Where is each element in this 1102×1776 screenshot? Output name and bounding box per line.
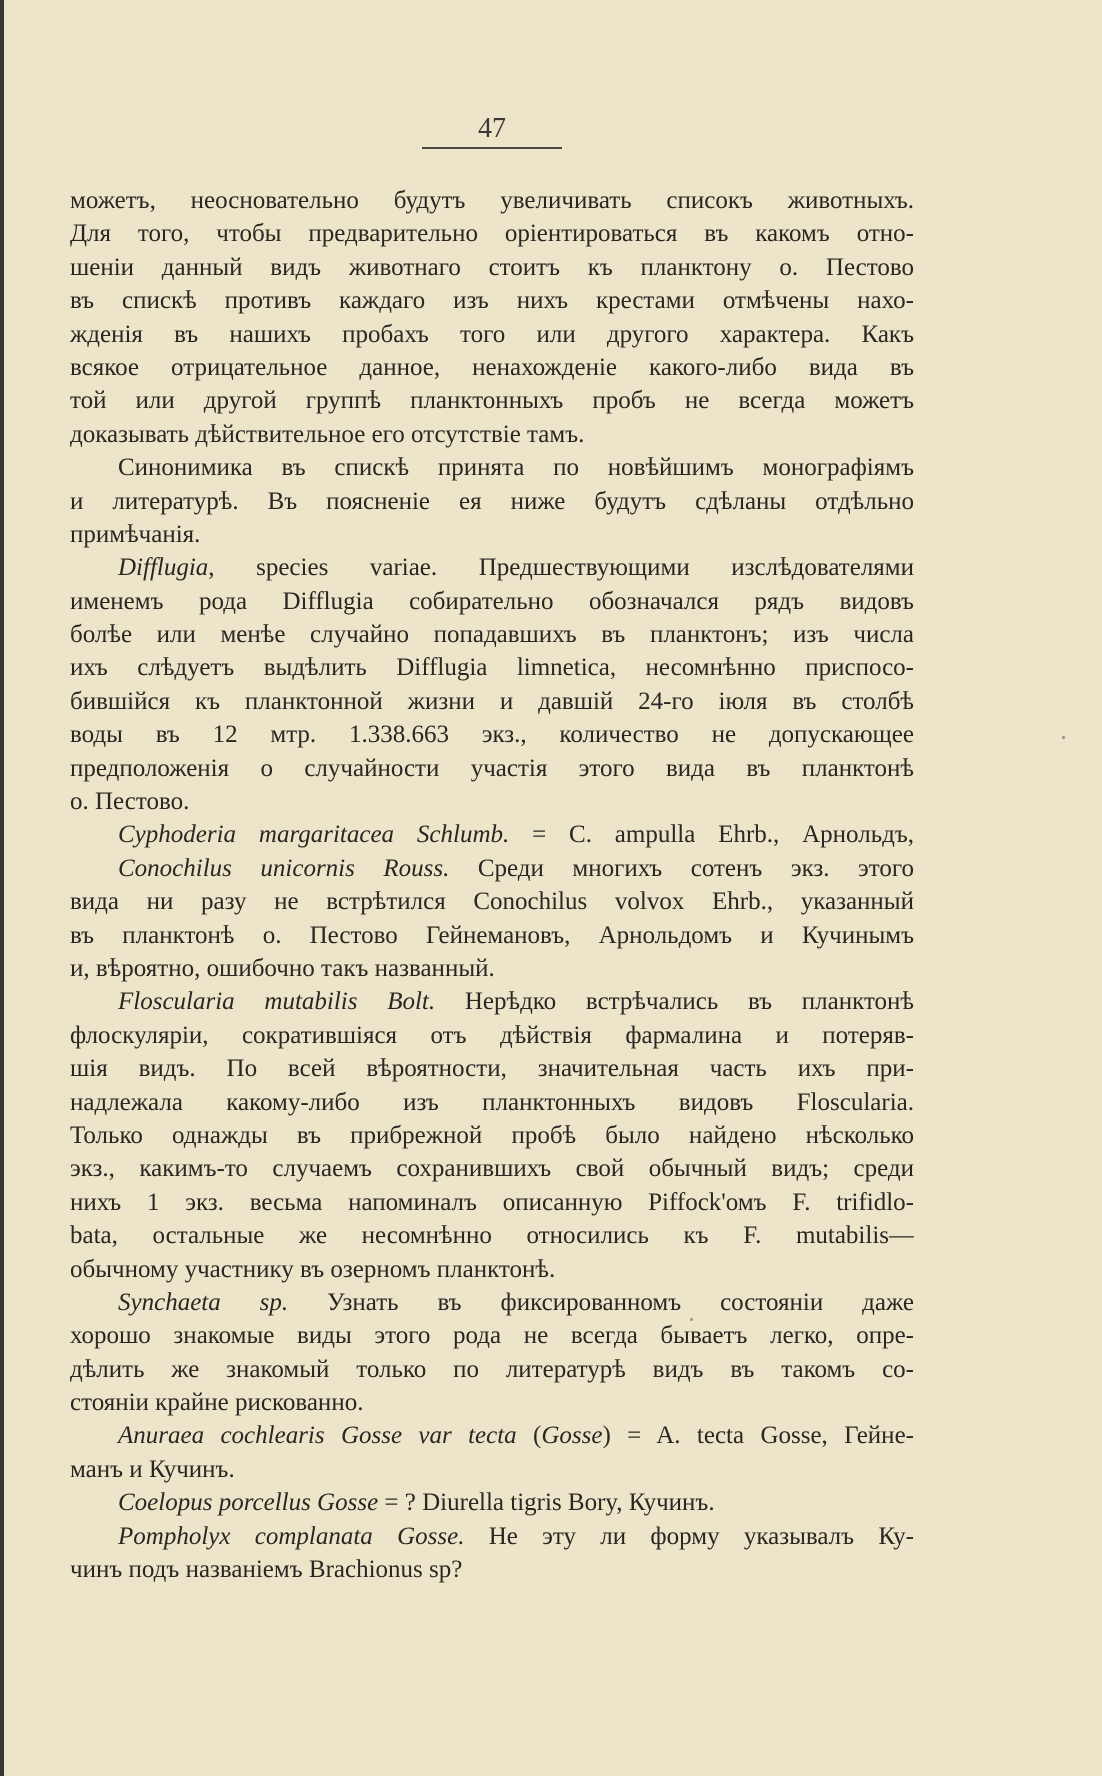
- text-run: надлежала какому-либо изъ планктонныхъ видовъ Floscularia.: [70, 1088, 914, 1116]
- text-run: дѣлить же знакомый только по литературѣ видъ въ такомъ со-: [70, 1355, 914, 1383]
- text-line: [70, 1319, 914, 1352]
- taxon-name: Difflugia: [118, 554, 209, 582]
- text-run: всякое отрицательное данное, ненахожденіе какого-либо вида въ: [70, 353, 914, 381]
- taxon-name: Floscularia mutabilis Bolt.: [118, 988, 436, 1016]
- text-line: [70, 251, 914, 284]
- text-line: [70, 1052, 914, 1085]
- text-line: [70, 852, 914, 885]
- text-line: [70, 1520, 914, 1553]
- text-run: можетъ, неосновательно будутъ увеличивать списокъ животныхъ.: [70, 187, 914, 214]
- text-run: шеніи данный видъ животнаго стоитъ къ планктону о. Пестово: [70, 253, 914, 281]
- text-run: той или другой группѣ планктонныхъ пробъ не всегда можетъ: [70, 387, 914, 415]
- text-line: [70, 651, 914, 684]
- text-line: [70, 518, 914, 551]
- text-line: [70, 184, 914, 217]
- text-run: чинъ подъ названіемъ Brachionus sp?: [70, 1556, 463, 1584]
- text-run: манъ и Кучинъ.: [70, 1455, 235, 1483]
- text-run: воды въ 12 мтр. 1.338.663 экз., количество не допускающее: [70, 721, 914, 749]
- paper-speck: [1062, 736, 1065, 739]
- text-run: болѣе или менѣе случайно попадавшихъ въ планктонъ; изъ числа: [70, 621, 914, 649]
- text-run: = C. ampulla Ehrb., Арнольдъ,: [509, 821, 914, 849]
- text-run: въ спискѣ противъ каждаго изъ нихъ крестами отмѣчены нахо-: [70, 287, 914, 315]
- text-run: доказывать дѣйствительное его отсутствіе тамъ.: [70, 420, 585, 448]
- text-run: жденія въ нашихъ пробахъ того или другого характера. Какъ: [70, 320, 914, 348]
- taxon-name: Anuraea cochlearis Gosse var tecta: [118, 1422, 517, 1450]
- text-run: Не эту ли форму указывалъ Ку-: [464, 1522, 914, 1550]
- text-run: Только однажды въ прибрежной пробѣ было найдено нѣсколько: [70, 1121, 914, 1149]
- text-run: , species variae. Предшествующими изслѣдователями: [208, 554, 914, 582]
- text-line: [70, 485, 914, 518]
- text-line: [70, 1353, 914, 1386]
- paper-speck: [690, 1318, 693, 1321]
- text-line: [70, 1553, 914, 1586]
- page-number-rule: [422, 147, 562, 149]
- text-run: предположенія о случайности участія этого вида въ планктонѣ: [70, 754, 914, 782]
- text-run: Нерѣдко встрѣчались въ планктонѣ: [435, 988, 914, 1016]
- page-number: 47: [478, 113, 506, 144]
- text-run: Для того, чтобы предварительно оріентироваться въ какомъ отно-: [70, 220, 914, 248]
- text-line: [70, 1386, 914, 1419]
- text-run: ихъ слѣдуетъ выдѣлить Difflugia limnetica, несомнѣнно приспосо-: [70, 654, 914, 682]
- taxon-name: Conochilus unicornis Rouss.: [118, 854, 450, 882]
- text-line: [70, 1019, 914, 1052]
- text-run: флоскуляріи, сократившіяся отъ дѣйствія фармалина и потеряв-: [70, 1021, 914, 1049]
- taxon-name: Pompholyx complanata Gosse.: [118, 1522, 465, 1550]
- text-line: [70, 384, 914, 417]
- text-run: Узнать въ фиксированномъ состояніи даже: [288, 1288, 914, 1316]
- text-run: и литературѣ. Въ поясненіе ея ниже будутъ сдѣланы отдѣльно: [70, 487, 914, 515]
- text-run: ) = A. tecta Gosse, Гейне-: [602, 1422, 914, 1450]
- taxon-name: Coelopus porcellus Gosse: [118, 1489, 379, 1517]
- text-run: примѣчанія.: [70, 520, 201, 548]
- text-line: [70, 1186, 914, 1219]
- text-line: [70, 1219, 914, 1252]
- text-run: (: [516, 1422, 542, 1450]
- text-line: [70, 718, 914, 751]
- page-edge: [0, 0, 4, 1776]
- text-line: [70, 284, 914, 317]
- text-line: [70, 785, 914, 818]
- text-run: стояніи крайне рискованно.: [70, 1389, 364, 1417]
- text-run: bata, остальные же несомнѣнно относились къ F. mutabilis—: [70, 1222, 914, 1250]
- text-line: [70, 1086, 914, 1119]
- text-line: [70, 1286, 914, 1319]
- text-line: [70, 1119, 914, 1152]
- body-text: [70, 184, 914, 1586]
- text-line: [70, 451, 914, 484]
- text-run: хорошо знакомые виды этого рода не всегда бываетъ легко, опре-: [70, 1322, 914, 1350]
- text-line: [70, 1453, 914, 1486]
- text-run: вида ни разу не встрѣтился Conochilus volvox Ehrb., указанный: [70, 888, 914, 916]
- text-line: [70, 1486, 914, 1519]
- text-line: [70, 685, 914, 718]
- text-run: именемъ рода Difflugia собирательно обозначался рядъ видовъ: [70, 587, 914, 615]
- text-line: [70, 351, 914, 384]
- text-line: [70, 318, 914, 351]
- text-run: бившійся къ планктонной жизни и давшій 24-го іюля въ столбѣ: [70, 687, 914, 715]
- text-run: и, вѣроятно, ошибочно такъ названный.: [70, 954, 495, 982]
- text-line: [70, 952, 914, 985]
- text-run: обычному участнику въ озерномъ планктонѣ.: [70, 1255, 556, 1283]
- text-line: [70, 551, 914, 584]
- taxon-name: Gosse: [541, 1422, 603, 1450]
- text-line: [70, 1253, 914, 1286]
- taxon-name: Synchaeta sp.: [118, 1288, 289, 1316]
- text-line: [70, 1152, 914, 1185]
- text-line: [70, 985, 914, 1018]
- text-line: [70, 1419, 914, 1452]
- text-run: = ? Diurella tigris Bory, Кучинъ.: [378, 1489, 715, 1517]
- taxon-name: Cyphoderia margaritacea Schlumb.: [118, 821, 510, 849]
- text-line: [70, 818, 914, 851]
- text-run: экз., какимъ-то случаемъ сохранившихъ свой обычный видъ; среди: [70, 1155, 914, 1183]
- text-line: [70, 885, 914, 918]
- text-line: [70, 919, 914, 952]
- text-line: [70, 217, 914, 250]
- text-line: [70, 618, 914, 651]
- text-run: нихъ 1 экз. весьма напоминалъ описанную Piffock'омъ F. trifidlo-: [70, 1188, 914, 1216]
- text-run: Синонимика въ спискѣ принята по новѣйшимъ монографіямъ: [118, 454, 914, 482]
- text-line: [70, 752, 914, 785]
- text-run: въ планктонѣ о. Пестово Гейнемановъ, Арнольдомъ и Кучинымъ: [70, 921, 914, 949]
- text-run: шія видъ. По всей вѣроятности, значительная часть ихъ при-: [70, 1055, 914, 1083]
- text-line: [70, 585, 914, 618]
- text-run: Среди многихъ сотенъ экз. этого: [449, 854, 914, 882]
- text-line: [70, 418, 914, 451]
- text-run: о. Пестово.: [70, 788, 190, 816]
